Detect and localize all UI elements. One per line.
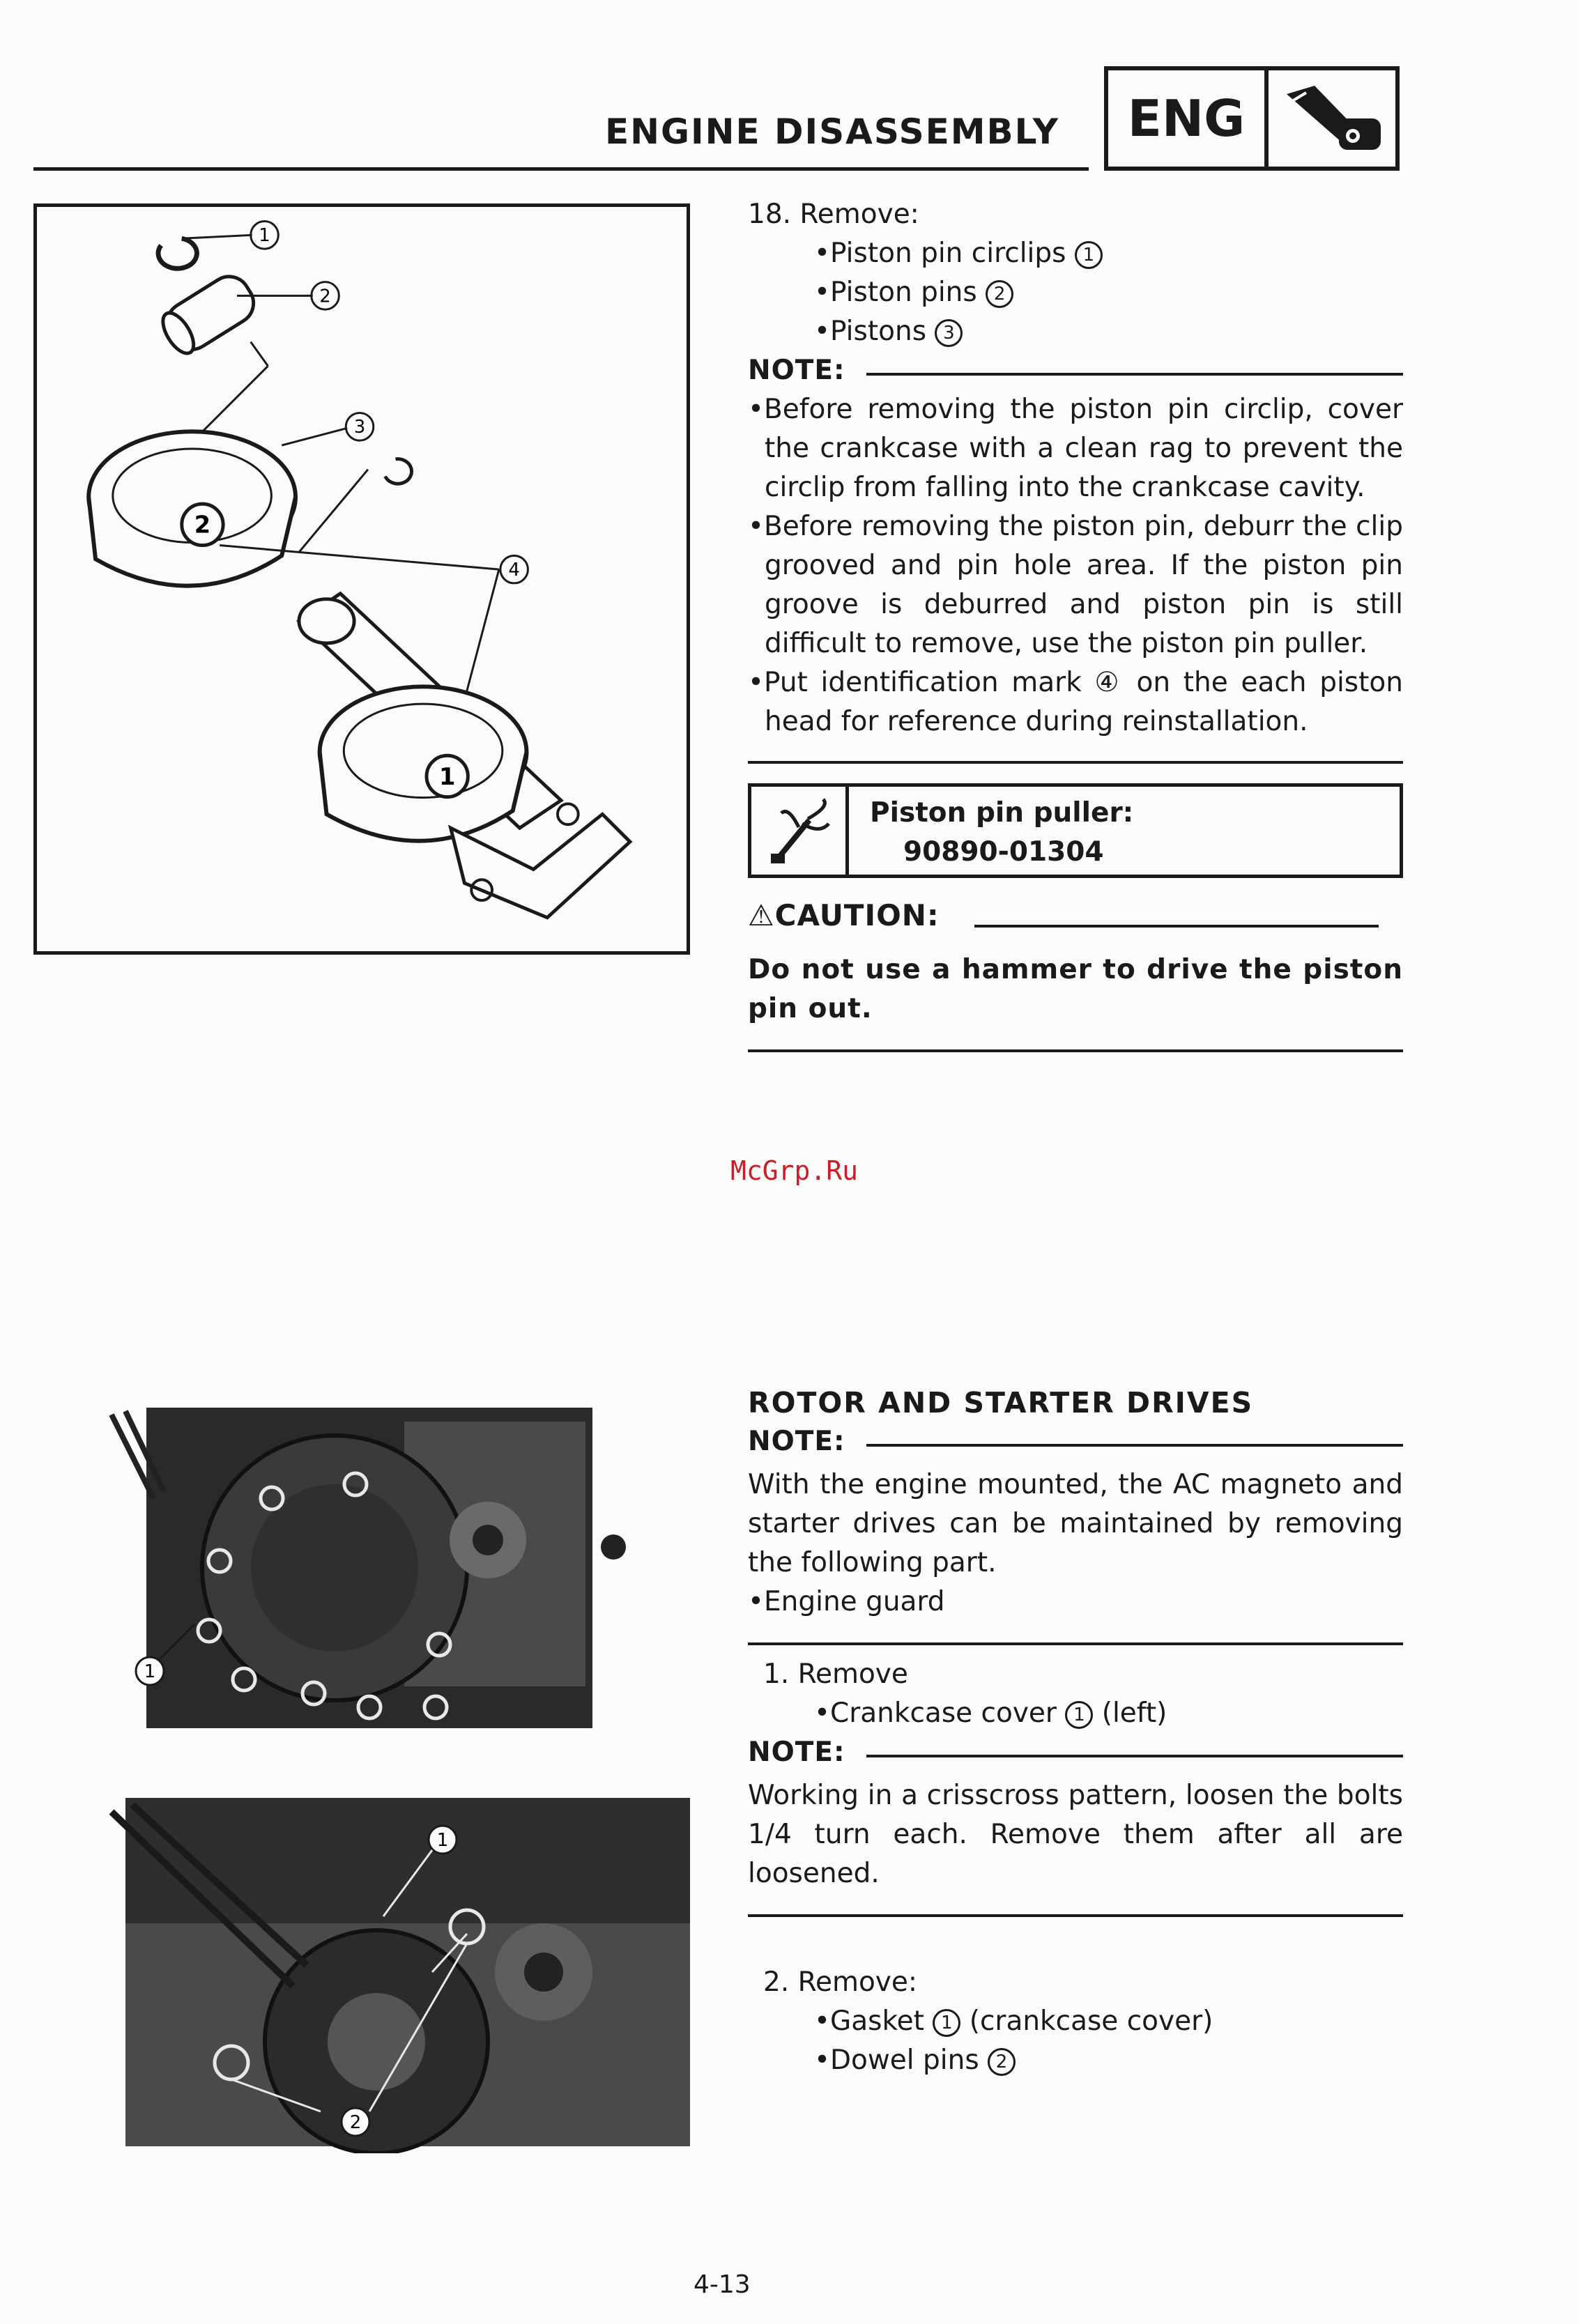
step-18-item: •Piston pin circlips 1 — [748, 234, 1403, 273]
piston-mark-2: 2 — [194, 511, 211, 539]
engine-photo-cover — [42, 1394, 697, 1742]
step-1-heading: 1. Remove — [763, 1659, 908, 1690]
note-heading: NOTE: — [748, 1733, 1403, 1772]
divider — [748, 1049, 1403, 1052]
tool-details — [849, 787, 1133, 875]
callout-2: 2 — [319, 286, 331, 307]
tool-part-number: 90890-01304 — [903, 836, 1104, 868]
callout-3: 3 — [353, 417, 366, 438]
photo2-callout-1: 1 — [436, 1830, 449, 1851]
rotor-starter-section — [748, 1383, 1403, 2080]
note-paragraph: With the engine mounted, the AC magneto and starter drives can be maintained by removing the following part. — [748, 1469, 1403, 1578]
section-badge-label: ENG — [1108, 70, 1269, 167]
step-2-item: •Gasket 1 (crankcase cover) — [814, 2006, 1213, 2037]
engine-photo-gasket — [42, 1791, 697, 2153]
section-title: ROTOR AND STARTER DRIVES — [748, 1386, 1254, 1419]
step-18-heading: 18. Remove: — [748, 199, 919, 230]
page-title: ENGINE DISASSEMBLY — [605, 111, 1059, 152]
note-paragraph: •Before removing the piston pin, deburr the clip grooved and pin hole area. If the piston pin groove is deburred and piston pin is still difficult to remove, use the piston pin puller. — [748, 511, 1403, 659]
piston-mark-1: 1 — [438, 762, 456, 790]
step-18-item: •Pistons 3 — [748, 312, 1403, 351]
section-badge — [1104, 66, 1400, 171]
divider — [748, 1642, 1403, 1645]
note-heading: NOTE: — [748, 351, 1403, 390]
photo1-callout-1: 1 — [144, 1661, 156, 1682]
piston-diagram — [33, 203, 690, 955]
tool-name: Piston pin puller: — [870, 797, 1134, 829]
note-heading: NOTE: — [748, 1422, 1403, 1461]
step-2-item: •Dowel pins 2 — [748, 2041, 1403, 2080]
note-item: •Engine guard — [748, 1586, 945, 1617]
callout-4: 4 — [508, 560, 520, 581]
step-1-item: •Crankcase cover 1 (left) — [814, 1698, 1167, 1729]
note-paragraph: •Before removing the piston pin circlip, cover the crankcase with a clean rag to prevent the circlip from falling into the crankcase cavity. — [748, 394, 1403, 503]
callout-1: 1 — [259, 225, 270, 247]
divider — [748, 1914, 1403, 1917]
photo2-callout-2: 2 — [349, 2112, 362, 2133]
note-paragraph: Working in a crisscross pattern, loosen the bolts 1/4 turn each. Remove them after all are loosened. — [748, 1780, 1403, 1889]
puller-tool-icon — [751, 787, 849, 875]
watermark: McGrp.Ru — [730, 1155, 859, 1186]
page-number: 4-13 — [694, 2270, 751, 2299]
divider — [748, 761, 1403, 764]
caution-text: Do not use a hammer to drive the piston pin out. — [748, 954, 1403, 1024]
special-tool-box — [748, 783, 1403, 878]
header-rule — [33, 167, 1089, 171]
note-paragraph: •Put identification mark ④ on the each piston head for reference during reinstallation. — [748, 667, 1403, 737]
step-18 — [748, 195, 1403, 1052]
step-18-item: •Piston pins 2 — [748, 273, 1403, 312]
caution-heading: ⚠CAUTION: — [748, 896, 1403, 935]
engine-tools-icon — [1269, 70, 1395, 167]
step-2-heading: 2. Remove: — [763, 1967, 918, 1998]
